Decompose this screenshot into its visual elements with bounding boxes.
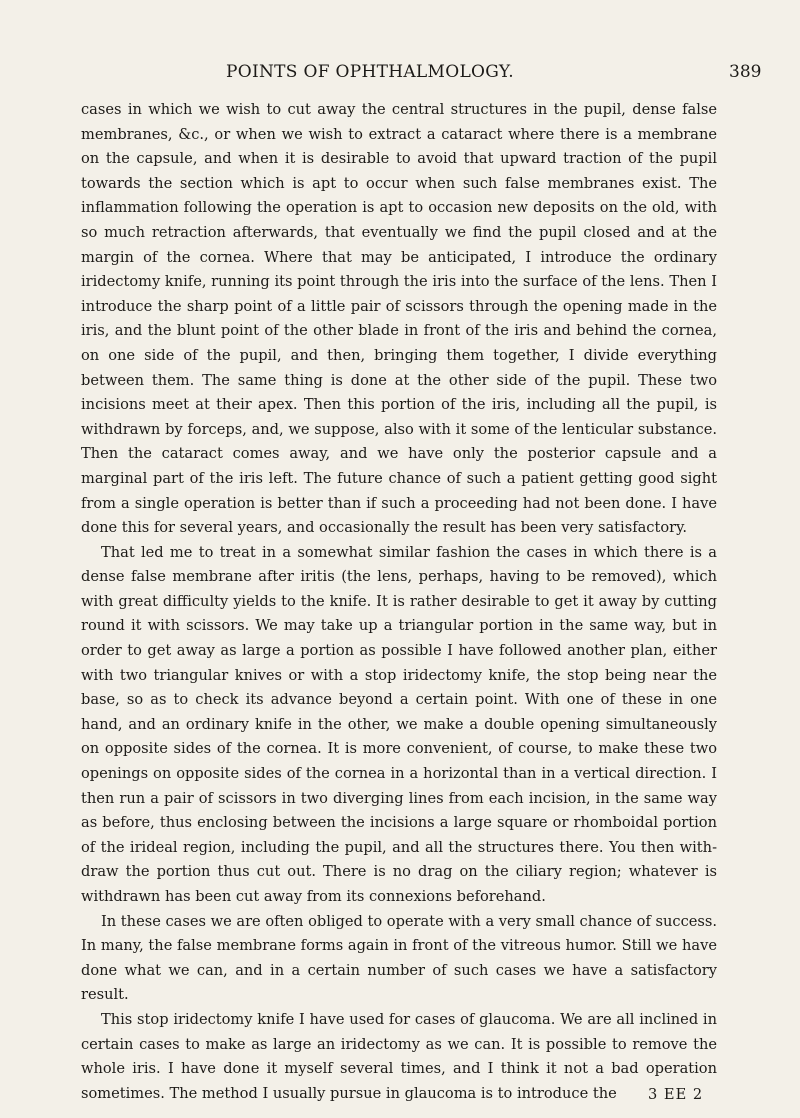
body-text [81,98,717,1106]
paragraph: In these cases we are often obliged to operate with a very small chance of success. In many, the false membrane forms again in front of the vitreous humor. Still we have done what we can, and in a certain number of such cases we have a satisfactory result. [81,912,717,1004]
running-head [0,62,800,88]
paragraph: cases in which we wish to cut away the central structures in the pupil, dense false membranes, &c., or when we wish to extract a cataract where there is a membrane on the capsule, and when it is desirable to avoid that upward traction of the pupil towards the section which is apt to occur when such false membranes exist. The inflammation following the operation is apt to occasion new deposits on the old, with so much retraction afterwards, that eventually we find the pupil closed and at the margin of the cornea. Where that may be anticipated, I introduce the ordinary iridectomy knife, running its point through the iris into the surface of the lens. Then I introduce the sharp point of a little pair of scissors through the opening made in the iris, and the blunt point of the other blade in front of the iris and behind the cornea, on one side of the pupil, and then, bringing them together, I divide everything between them. The same thing is done at the other side of the pupil. These two incisions meet at their apex. Then this portion of the iris, including all the pupil, is withdrawn by forceps, and, we suppose, also with it some of the lenticular substance. Then the cataract comes away, and we have only the posterior capsule and a marginal part of the iris left. The future chance of such a patient getting good sight from a single operation is better than if such a proceeding had not been done. I have done this for several years, and occasionally the result has been very satisfactory. [81,101,717,537]
page-number: 389 [729,62,762,82]
paragraph: This stop iridectomy knife I have used for cases of glaucoma. We are all inclined in certain cases to make as large an iridectomy as we can. It is possible to remove the whole iris. I have done it myself several times, and I think it not a bad operation sometimes. The method I usually pursue in glaucoma is to introduce the [81,1010,717,1102]
running-title: POINTS OF OPHTHALMOLOGY. [226,62,514,82]
printer-signature: 3 EE 2 [648,1086,704,1103]
paragraph: That led me to treat in a somewhat similar fashion the cases in which there is a dense false membrane after iritis (the lens, perhaps, having to be removed), which with great difficulty yields to the knife. It is rather desirable to get it away by cutting round it with scissors. We may take up a triangular portion in the same way, but in order to get away as large a portion as possible I have followed another plan, either with two triangular knives or with a stop iridectomy knife, the stop being near the base, so as to check its advance beyond a certain point. With one of these in one hand, and an ordinary knife in the other, we make a double opening simultaneously on opposite sides of the cornea. It is more convenient, of course, to make these two openings on opposite sides of the cornea in a horizontal than in a vertical direction. I then run a pair of scissors in two diverging lines from each incision, in the same way as before, thus enclosing between the incisions a large square or rhomboidal portion of the irideal region, including the pupil, and all the structures there. You then with-draw the portion thus cut out. There is no drag on the ciliary region; whatever is withdrawn has been cut away from its connexions beforehand. [81,543,717,905]
